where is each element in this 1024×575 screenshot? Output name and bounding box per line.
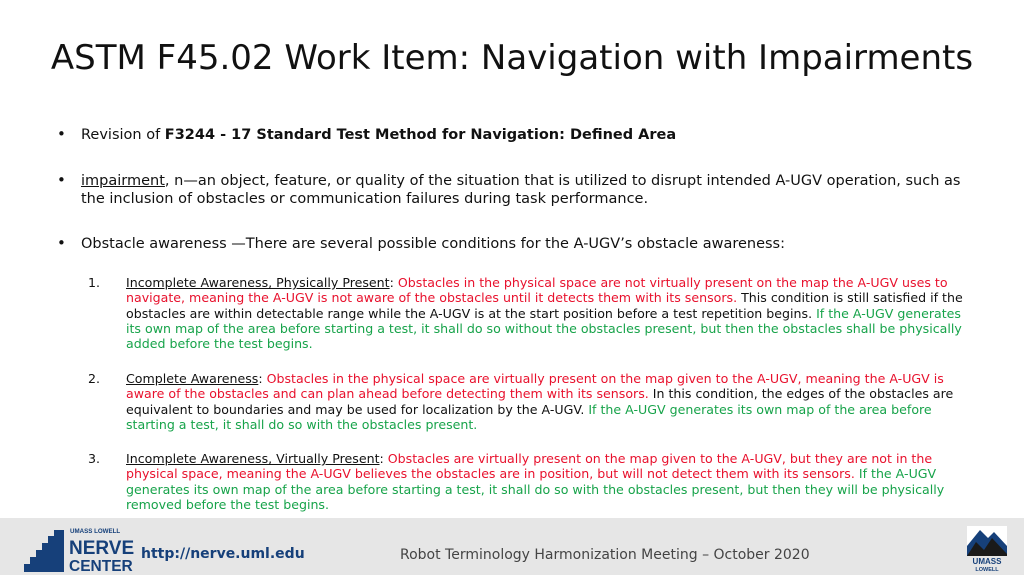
- condition-term: Incomplete Awareness, Physically Present: [126, 275, 390, 290]
- bullet-impairment: [57, 172, 977, 208]
- condition-red-text: Obstacles in the physical space are virtually present on the map given to the A-UGV, meaning the A-UGV is aware of the obstacles and can plan ahead before detecting them with its sensors.: [126, 371, 944, 402]
- bullet-revision: [57, 126, 676, 144]
- condition-term: Incomplete Awareness, Virtually Present: [126, 451, 380, 466]
- condition-red-text: Obstacles are virtually present on the map given to the A-UGV, but they are not in the physical space, meaning the A-UGV believes the obstacles are in position, but will not detect them with its sensors.: [126, 451, 933, 482]
- bullet-revision-prefix: Revision of: [81, 127, 165, 143]
- nerve-center-logo: [22, 526, 134, 572]
- condition-colon: :: [258, 371, 263, 386]
- condition-black-text: In this condition, the edges of the obstacles are equivalent to boundaries and may be used for localization by the A-UGV.: [126, 386, 954, 417]
- logo-nerve-text: NERVE: [69, 538, 134, 559]
- impairment-definition: , n—an object, feature, or quality of the situation that is utilized to disrupt intended A-UGV operation, such as the inclusion of obstacles or communication failures during task performance.: [81, 173, 961, 207]
- condition-green-text: If the A-UGV generates its own map of the area before starting a test, it shall do so with the obstacles present.: [126, 401, 932, 432]
- umass-bottom-text: LOWELL: [975, 567, 999, 572]
- logo-top-text: UMASS LOWELL: [70, 528, 121, 535]
- condition-black-text: This condition is still satisfied if the obstacles are within detectable range while the A-UGV is at the start position before a test repetition begins.: [126, 290, 963, 321]
- condition-colon: :: [379, 451, 384, 466]
- bullet-dot: •: [57, 171, 66, 189]
- slide-title: ASTM F45.02 Work Item: Navigation with Impairments: [50, 38, 974, 78]
- umass-top-text: UMASS: [972, 557, 1002, 566]
- footer-url[interactable]: http://nerve.uml.edu: [141, 546, 305, 562]
- condition-term: Complete Awareness: [126, 371, 259, 386]
- condition-body: [126, 275, 966, 351]
- condition-colon: :: [389, 275, 394, 290]
- logo-center-text: CENTER: [69, 558, 133, 572]
- condition-red-text: Obstacles in the physical space are not virtually present on the map the A-UGV uses to navigate, meaning the A-UGV is not aware of the obstacles until it detects them with its sensors.: [126, 275, 948, 306]
- bullet-obstacle-awareness: [57, 235, 785, 253]
- condition-number: 2.: [88, 371, 101, 386]
- condition-number: 1.: [88, 275, 101, 290]
- bullet-dot: •: [57, 125, 66, 143]
- condition-number: 3.: [88, 451, 101, 466]
- condition-green-text: If the A-UGV generates its own map of the area before starting a test, it shall do so without the obstacles present, but then the obstacles shall be physically added before the test begins.: [126, 305, 962, 352]
- obstacle-awareness-text: Obstacle awareness —There are several possible conditions for the A-UGV’s obstacle awareness:: [81, 236, 785, 252]
- bullet-revision-standard: F3244 - 17 Standard Test Method for Navigation: Defined Area: [164, 127, 677, 143]
- impairment-term: impairment: [81, 173, 165, 189]
- bullet-dot: •: [57, 234, 66, 252]
- footer-meeting-text: Robot Terminology Harmonization Meeting – October 2020: [400, 547, 810, 563]
- condition-body: [126, 451, 966, 512]
- umass-lowell-logo: [964, 524, 1010, 572]
- condition-body: [126, 371, 966, 432]
- condition-green-text: If the A-UGV generates its own map of the area before starting a test, it shall do so with the obstacles present, but then they will be physically removed before the test begins.: [126, 466, 945, 512]
- slide-footer: [0, 518, 1024, 575]
